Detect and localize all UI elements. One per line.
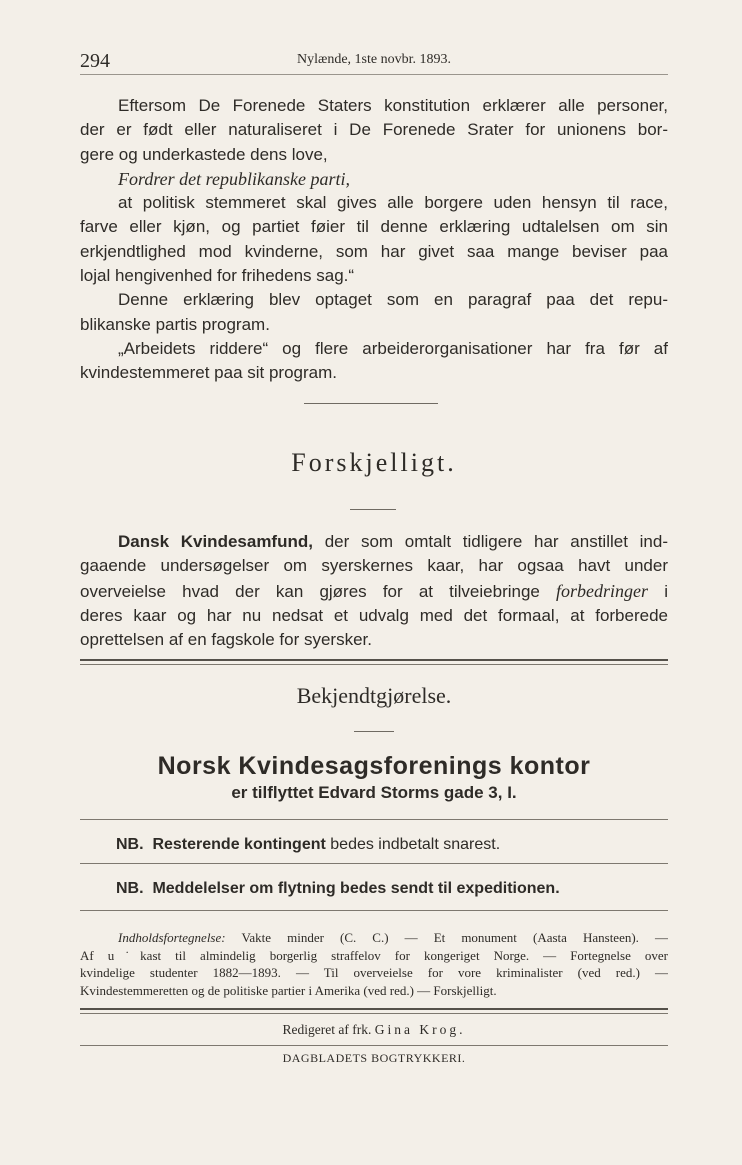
text-span: i (664, 581, 668, 601)
text-line: erkjendtlighed mod kvinderne, som har givet saa mange beviser paa (80, 241, 668, 261)
text-line (80, 579, 668, 604)
text-line: blikanske partis program. (80, 314, 270, 334)
contents-line: Af u˙kast til almindelig borgerlig straffelov for kongeriget Norge. — Fortegnelse over (80, 947, 668, 963)
page-header (80, 44, 668, 74)
organization-name: Dansk Kvindesamfund, (118, 532, 313, 551)
text-span: der som omtalt tidligere har anstillet ind- (324, 532, 668, 551)
section-divider (304, 403, 438, 404)
printer-line: DAGBLADETS BOGTRYKKERI. (282, 1051, 466, 1065)
notice-nb-1 (116, 836, 500, 854)
notice-nb-2 (116, 880, 560, 898)
short-divider (350, 509, 396, 510)
nb-bold-text: Resterende kontingent (152, 836, 326, 853)
text-line (80, 530, 668, 554)
rule (80, 1045, 668, 1046)
editor-prefix: Redigeret af frk. (282, 1022, 372, 1037)
text-line: der er født eller naturaliseret i De Forenede Srater for unionens bor- (80, 120, 668, 140)
text-line: lojal hengivenhed for frihedens sag.“ (80, 266, 355, 286)
text-span: Vakte minder (C. C.) — Et monument (Aasta Hansteen). — (241, 930, 668, 945)
misc-text (80, 530, 668, 652)
notice-title: Bekjendtgjørelse. (296, 683, 452, 708)
text-line: Denne erklæring blev optaget som en paragraf paa det repu- (118, 290, 668, 310)
text-line: farve eller kjøn, og partiet føier til denne erklæring udtalelsen om sin (80, 217, 668, 237)
contents-line (80, 929, 668, 947)
running-title: Nylænde, 1ste novbr. 1893. (297, 52, 451, 67)
double-rule-bottom (80, 1013, 668, 1014)
nb-text: bedes indbetalt snarest. (330, 836, 501, 853)
double-rule-top (80, 659, 668, 661)
nb-text: Meddelelser om flytning bedes sendt til expeditionen. (152, 880, 560, 897)
office-address: er tilflyttet Edvard Storms gade 3, I. (231, 783, 517, 802)
rule (80, 819, 668, 820)
text-line: oprettelsen af en fagskole for syersker. (80, 630, 372, 650)
text-line: gaaende undersøgelser om syerskernes kaar, har ogsaa havt under (80, 556, 668, 576)
short-divider (354, 731, 394, 732)
rule (80, 910, 668, 911)
contents-line: kvindelige studenter 1882—1893. — Til overveielse for vore kriminalister (ved red.) — (80, 965, 668, 980)
text-line: „Arbeidets riddere“ og flere arbeiderorganisationer har fra før af (118, 338, 668, 358)
text-line: at politisk stemmeret skal gives alle borgere uden hensyn til race, (118, 193, 668, 213)
double-rule-bottom (80, 664, 668, 665)
text-line: deres kaar og har nu nedsat et udvalg med det formaal, at forberede (80, 605, 668, 625)
table-of-contents (80, 929, 668, 999)
page-number: 294 (80, 50, 110, 72)
contents-label: Indholdsfortegnelse: (118, 930, 226, 945)
editor-name: Gina Krog. (374, 1022, 466, 1037)
text-span: overveielse hvad der kan gjøres for at tilveiebringe (80, 581, 540, 601)
nb-label: NB. (116, 880, 144, 897)
article-text (80, 94, 668, 386)
double-rule-top (80, 1008, 668, 1010)
contents-line: Kvindestemmeretten og de politiske partier i Amerika (ved red.) — Forskjelligt. (80, 982, 497, 998)
section-title: Forskjelligt. (291, 448, 457, 477)
nb-label: NB. (116, 836, 144, 853)
text-line: Eftersom De Forenede Staters konstitution erklærer alle personer, (118, 96, 668, 115)
italic-heading-line: Fordrer det republikanske parti, (118, 168, 350, 189)
text-line: kvindestemmeret paa sit program. (80, 363, 337, 383)
rule (80, 863, 668, 864)
header-rule (80, 74, 668, 75)
office-title: Norsk Kvindesagsforenings kontor (157, 752, 591, 780)
text-line: gere og underkastede dens love, (80, 144, 328, 164)
editor-line (80, 1022, 668, 1038)
italic-word: forbedringer (556, 580, 649, 601)
